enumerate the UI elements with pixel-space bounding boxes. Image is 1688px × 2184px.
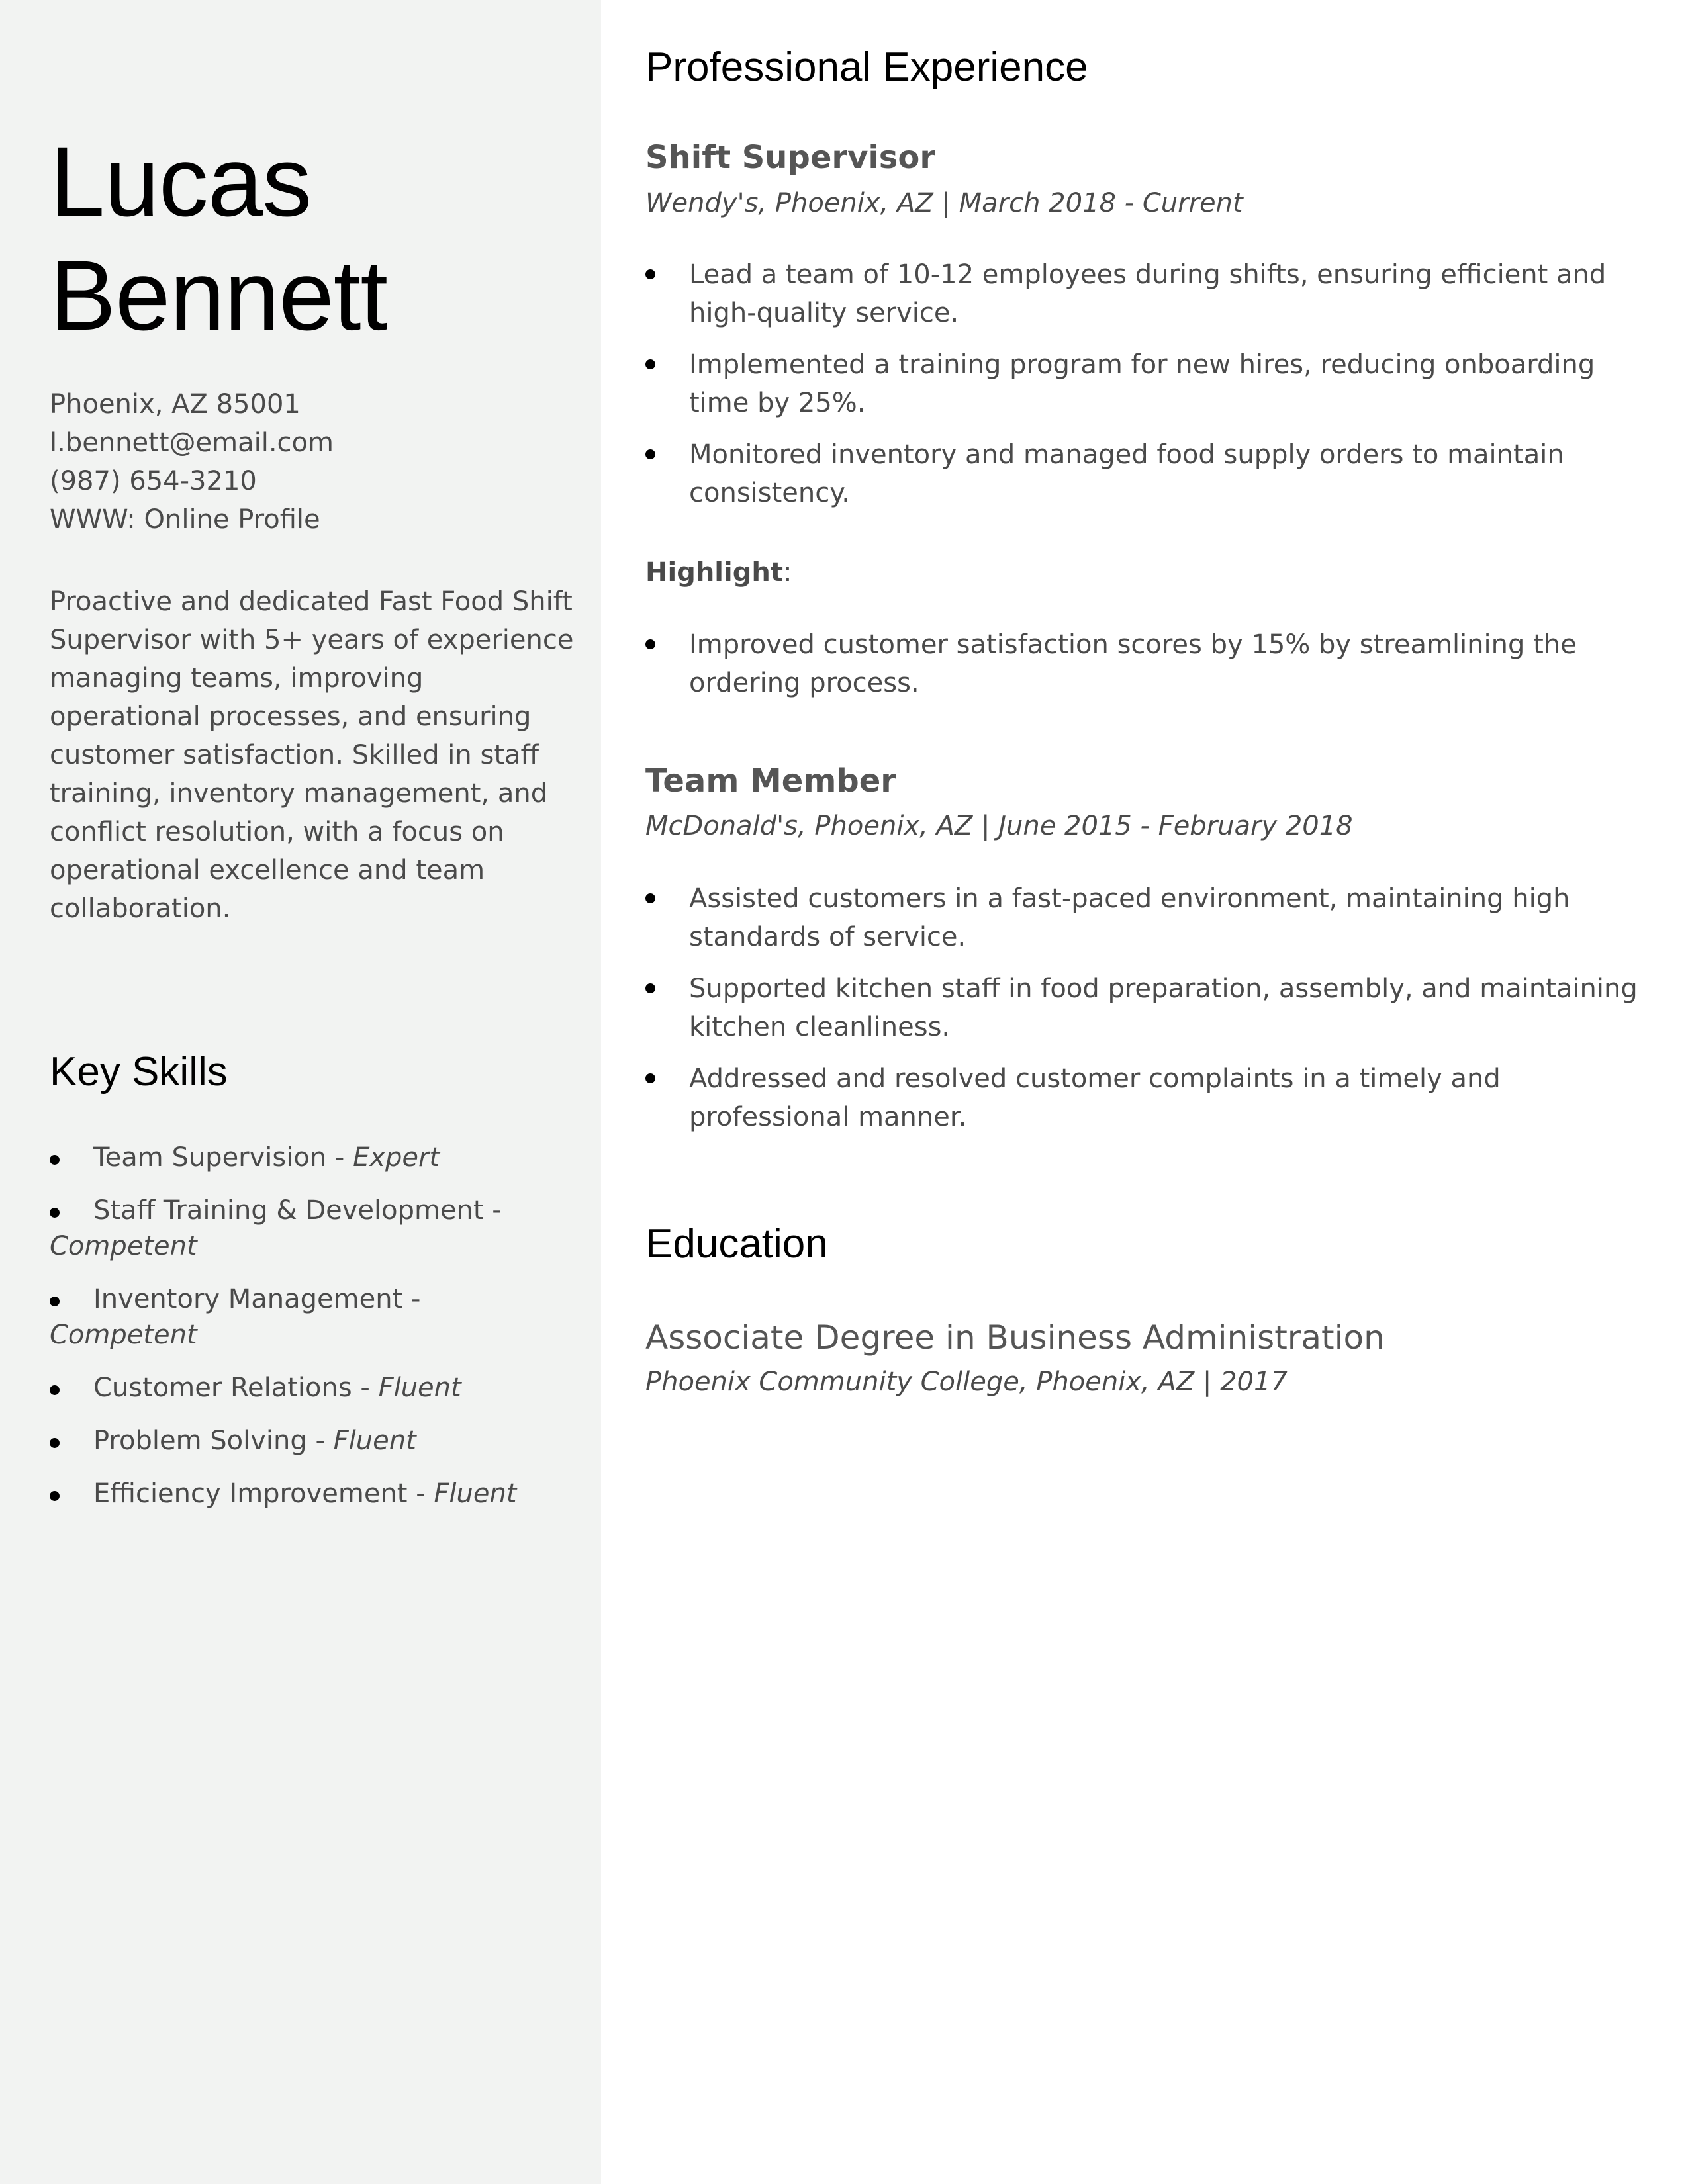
sidebar — [0, 0, 601, 2184]
bullet-text: Addressed and resolved customer complaints in a timely and professional manner. — [689, 1064, 1501, 1132]
job-meta: Wendy's, Phoenix, AZ | March 2018 - Current — [645, 188, 1243, 218]
list-item — [645, 435, 1638, 512]
contact-email[interactable]: l.bennett@email.com — [50, 428, 334, 458]
job-bullets — [645, 880, 1638, 1150]
contact-location: Phoenix, AZ 85001 — [50, 389, 301, 420]
education-heading: Education — [645, 1221, 828, 1267]
job-meta: McDonald's, Phoenix, AZ | June 2015 - February 2018 — [645, 811, 1353, 841]
highlight-bullets — [645, 625, 1638, 715]
first-name: Lucas — [50, 126, 312, 237]
skill-item — [50, 1140, 553, 1175]
skill-separator: - — [402, 1284, 421, 1314]
list-item — [645, 255, 1638, 332]
skill-separator: - — [326, 1142, 353, 1173]
education-meta: Phoenix Community College, Phoenix, AZ | 2017 — [645, 1367, 1288, 1397]
skill-name: Inventory Management — [93, 1284, 403, 1314]
bullet-icon — [645, 1073, 655, 1083]
skill-level: Competent — [50, 1231, 197, 1261]
bullet-icon — [645, 893, 655, 903]
bullet-icon — [50, 1438, 60, 1448]
profile-summary: Proactive and dedicated Fast Food Shift Supervisor with 5+ years of experience managing teams, improving operational processes, and ensuring customer satisfaction. Skilled in staff training, inventory management, and conflict resolution, with a focus on operational excellence and team collaboration. — [50, 586, 574, 924]
skill-item — [50, 1281, 553, 1353]
highlight-label — [645, 553, 792, 592]
skill-name: Staff Training & Development — [93, 1195, 484, 1226]
skill-level: Fluent — [378, 1373, 461, 1403]
highlight-label-text: Highlight — [645, 557, 783, 588]
job-bullets — [645, 255, 1638, 525]
highlight-colon: : — [782, 557, 792, 588]
skill-name: Team Supervision — [93, 1142, 327, 1173]
bullet-icon — [50, 1297, 60, 1306]
bullet-icon — [50, 1385, 60, 1395]
bullet-icon — [645, 983, 655, 993]
list-item — [645, 970, 1638, 1046]
bullet-icon — [50, 1155, 60, 1165]
bullet-icon — [645, 269, 655, 279]
bullet-icon — [50, 1491, 60, 1501]
skill-item — [50, 1193, 553, 1264]
list-item — [645, 345, 1638, 422]
contact-website[interactable]: WWW: Online Profile — [50, 504, 320, 535]
skill-name: Customer Relations — [93, 1373, 352, 1403]
candidate-name — [50, 124, 387, 352]
bullet-text: Monitored inventory and managed food supply orders to maintain consistency. — [689, 439, 1564, 508]
bullet-text: Supported kitchen staff in food preparation, assembly, and maintaining kitchen cleanliness. — [689, 974, 1638, 1042]
skill-level: Competent — [50, 1320, 197, 1350]
skill-separator: - — [352, 1373, 379, 1403]
degree-title: Associate Degree in Business Administration — [645, 1318, 1385, 1357]
skill-item — [50, 1476, 553, 1512]
bullet-icon — [645, 449, 655, 459]
skills-heading: Key Skills — [50, 1049, 228, 1095]
list-item — [645, 880, 1638, 956]
contact-phone: (987) 654-3210 — [50, 466, 257, 496]
skill-name: Problem Solving — [93, 1426, 307, 1456]
bullet-text: Implemented a training program for new hires, reducing onboarding time by 25%. — [689, 349, 1595, 418]
contact-info — [50, 385, 334, 539]
skill-item — [50, 1370, 553, 1406]
skill-level: Expert — [353, 1142, 440, 1173]
bullet-icon — [50, 1208, 60, 1218]
skill-level: Fluent — [333, 1426, 416, 1456]
bullet-text: Lead a team of 10-12 employees during shifts, ensuring efficient and high-quality service. — [689, 259, 1607, 328]
last-name: Bennett — [50, 240, 388, 351]
bullet-icon — [645, 639, 655, 649]
skill-separator: - — [407, 1479, 434, 1509]
job-title: Team Member — [645, 762, 896, 799]
bullet-text: Assisted customers in a fast-paced environment, maintaining high standards of service. — [689, 884, 1570, 952]
bullet-icon — [645, 359, 655, 369]
skill-level: Fluent — [434, 1479, 517, 1509]
skill-separator: - — [306, 1426, 334, 1456]
bullet-text: Improved customer satisfaction scores by 15% by streamlining the ordering process. — [689, 629, 1577, 698]
list-item — [645, 625, 1638, 702]
experience-heading: Professional Experience — [645, 44, 1088, 90]
skills-list — [50, 1140, 553, 1529]
skill-item — [50, 1423, 553, 1459]
skill-separator: - — [483, 1195, 502, 1226]
list-item — [645, 1060, 1638, 1136]
job-title: Shift Supervisor — [645, 139, 936, 176]
skill-name: Efficiency Improvement — [93, 1479, 408, 1509]
